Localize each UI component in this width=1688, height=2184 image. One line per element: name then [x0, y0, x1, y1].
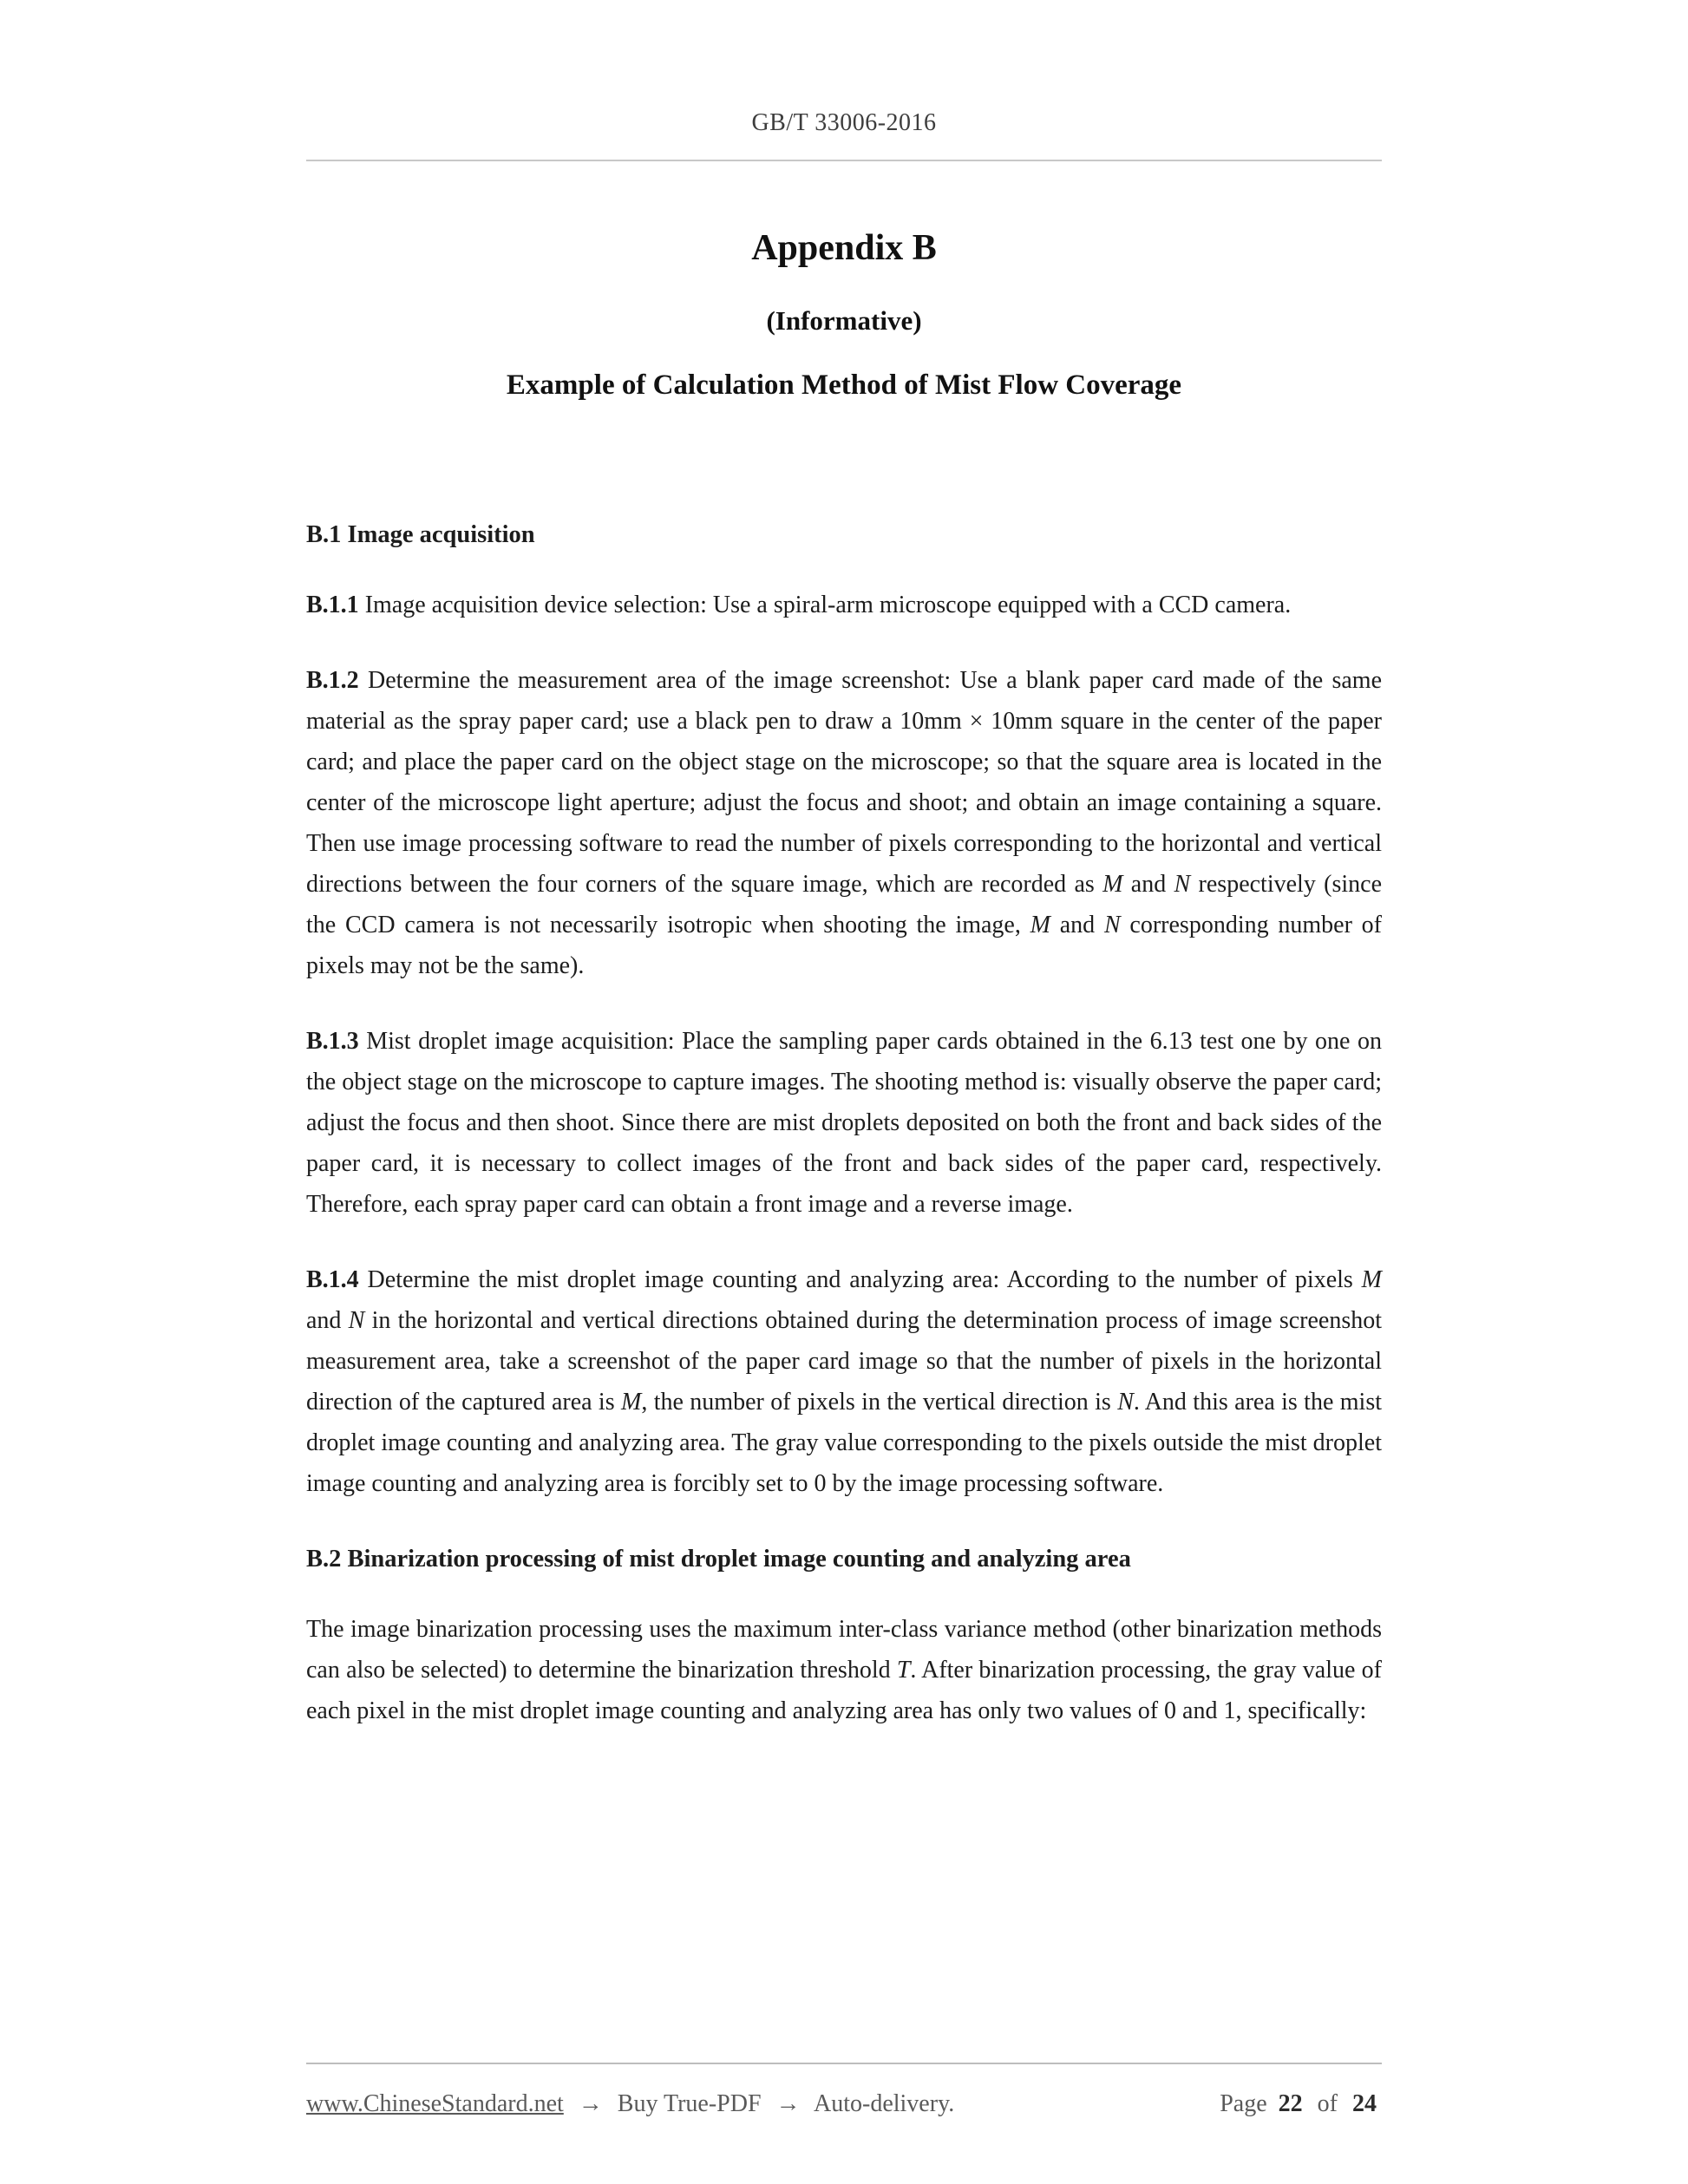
text-run: B.1.2: [306, 667, 359, 694]
text-run: . And this area is the mist droplet image counting and analyzing area. The gray value corresponding to the pixels outside the mist droplet image counting and analyzing area is forcibly set to 0 by the image processing software.: [306, 1389, 1383, 1497]
text-run: B.1 Image acquisition: [306, 521, 535, 548]
footer-delivery-text: Auto-delivery.: [814, 2090, 955, 2117]
appendix-subtitle: (Informative): [766, 305, 922, 336]
page-current: 22: [1278, 2090, 1303, 2117]
page-footer: [306, 2063, 1382, 2118]
website-link[interactable]: www.ChineseStandard.net: [306, 2090, 564, 2117]
text-run: B.1.1: [306, 592, 359, 618]
text-run: M: [1030, 912, 1050, 938]
text-run: M: [1361, 1266, 1382, 1293]
text-run: . After binarization processing, the gray value of each pixel in the mist droplet image counting and analyzing area has only two values of 0 and 1, specifically:: [306, 1657, 1382, 1724]
paragraph-b1-4: [306, 1259, 1382, 1504]
title-block: [306, 227, 1382, 402]
header-divider: [306, 160, 1382, 161]
text-run: Determine the measurement area of the image screenshot: Use a blank paper card made of the same material as the spray paper card; use a black pen to draw a 10mm × 10mm square in the center of the paper card; and place the paper card on the object stage on the microscope; so that the square area is located in the center of the microscope light aperture; adjust the focus and shoot; and obtain an image containing a square. Then use image processing software to read the number of pixels corresponding to the horizontal and vertical directions between the four corners of the square image, which are recorded as: [306, 667, 1382, 898]
text-run: and: [306, 1307, 349, 1334]
text-run: N: [1174, 871, 1191, 898]
text-run: Determine the mist droplet image counting and analyzing area: According to the number of pixels: [358, 1266, 1362, 1293]
text-run: T: [896, 1657, 911, 1684]
text-run: B.1.4: [306, 1266, 359, 1293]
appendix-title: Appendix B: [751, 228, 937, 268]
arrow-icon: →: [578, 2090, 603, 2117]
text-run: N: [348, 1307, 365, 1334]
text-run: B.1.3: [306, 1028, 359, 1055]
text-run: and: [1050, 912, 1104, 938]
paragraph-b1-3: [306, 1021, 1382, 1225]
document-body: [306, 514, 1382, 1731]
text-run: Image acquisition device selection: Use a spiral-arm microscope equipped with a CCD camera.: [358, 592, 1292, 618]
text-run: corresponding number of pixels may not be the same).: [306, 912, 1382, 979]
page-number-indicator: [1220, 2090, 1382, 2118]
footer-left: [306, 2090, 954, 2118]
text-run: and: [1122, 871, 1174, 898]
footer-buy-text: Buy True-PDF: [617, 2090, 762, 2117]
footer-row: [306, 2090, 1382, 2118]
text-run: N: [1117, 1389, 1134, 1416]
text-run: M: [621, 1389, 642, 1416]
text-run: in the horizontal and vertical directions obtained during the determination process of image screenshot measurement area, take a screenshot of the paper card image so that the number of pixels in the horizontal direction of the captured area is: [306, 1307, 1382, 1416]
text-run: N: [1103, 912, 1121, 938]
section-heading-b2: [306, 1539, 1382, 1579]
text-run: The image binarization processing uses the maximum inter-class variance method (other binarization methods can also be selected) to determine the binarization threshold: [306, 1616, 1382, 1684]
arrow-icon: →: [775, 2090, 801, 2117]
paragraph-b1-1: [306, 585, 1382, 625]
appendix-description: Example of Calculation Method of Mist Flow Coverage: [506, 369, 1182, 401]
page-header: [0, 0, 1688, 161]
text-run: B.2 Binarization processing of mist droplet image counting and analyzing area: [306, 1546, 1131, 1573]
page-label: Page: [1220, 2090, 1267, 2117]
paragraph-b1-2: [306, 660, 1382, 986]
paragraph-b2-intro: [306, 1609, 1382, 1731]
page-total: 24: [1352, 2090, 1377, 2117]
section-heading-b1: [306, 514, 1382, 555]
text-run: Mist droplet image acquisition: Place the sampling paper cards obtained in the 6.13 test one by one on the object stage on the microscope to capture images. The shooting method is: visually observe the paper card; adjust the focus and then shoot. Since there are mist droplets deposited on both the front and back sides of the paper card, it is necessary to collect images of the front and back sides of the paper card, respectively. Therefore, each spray paper card can obtain a front image and a reverse image.: [306, 1028, 1382, 1218]
footer-divider: [306, 2063, 1382, 2064]
of-label: of: [1317, 2090, 1338, 2117]
standard-number: GB/T 33006-2016: [751, 109, 937, 136]
text-run: M: [1102, 871, 1123, 898]
text-run: , the number of pixels in the vertical direction is: [641, 1389, 1118, 1416]
text-run: respectively (since the CCD camera is not necessarily isotropic when shooting the image,: [306, 871, 1382, 938]
